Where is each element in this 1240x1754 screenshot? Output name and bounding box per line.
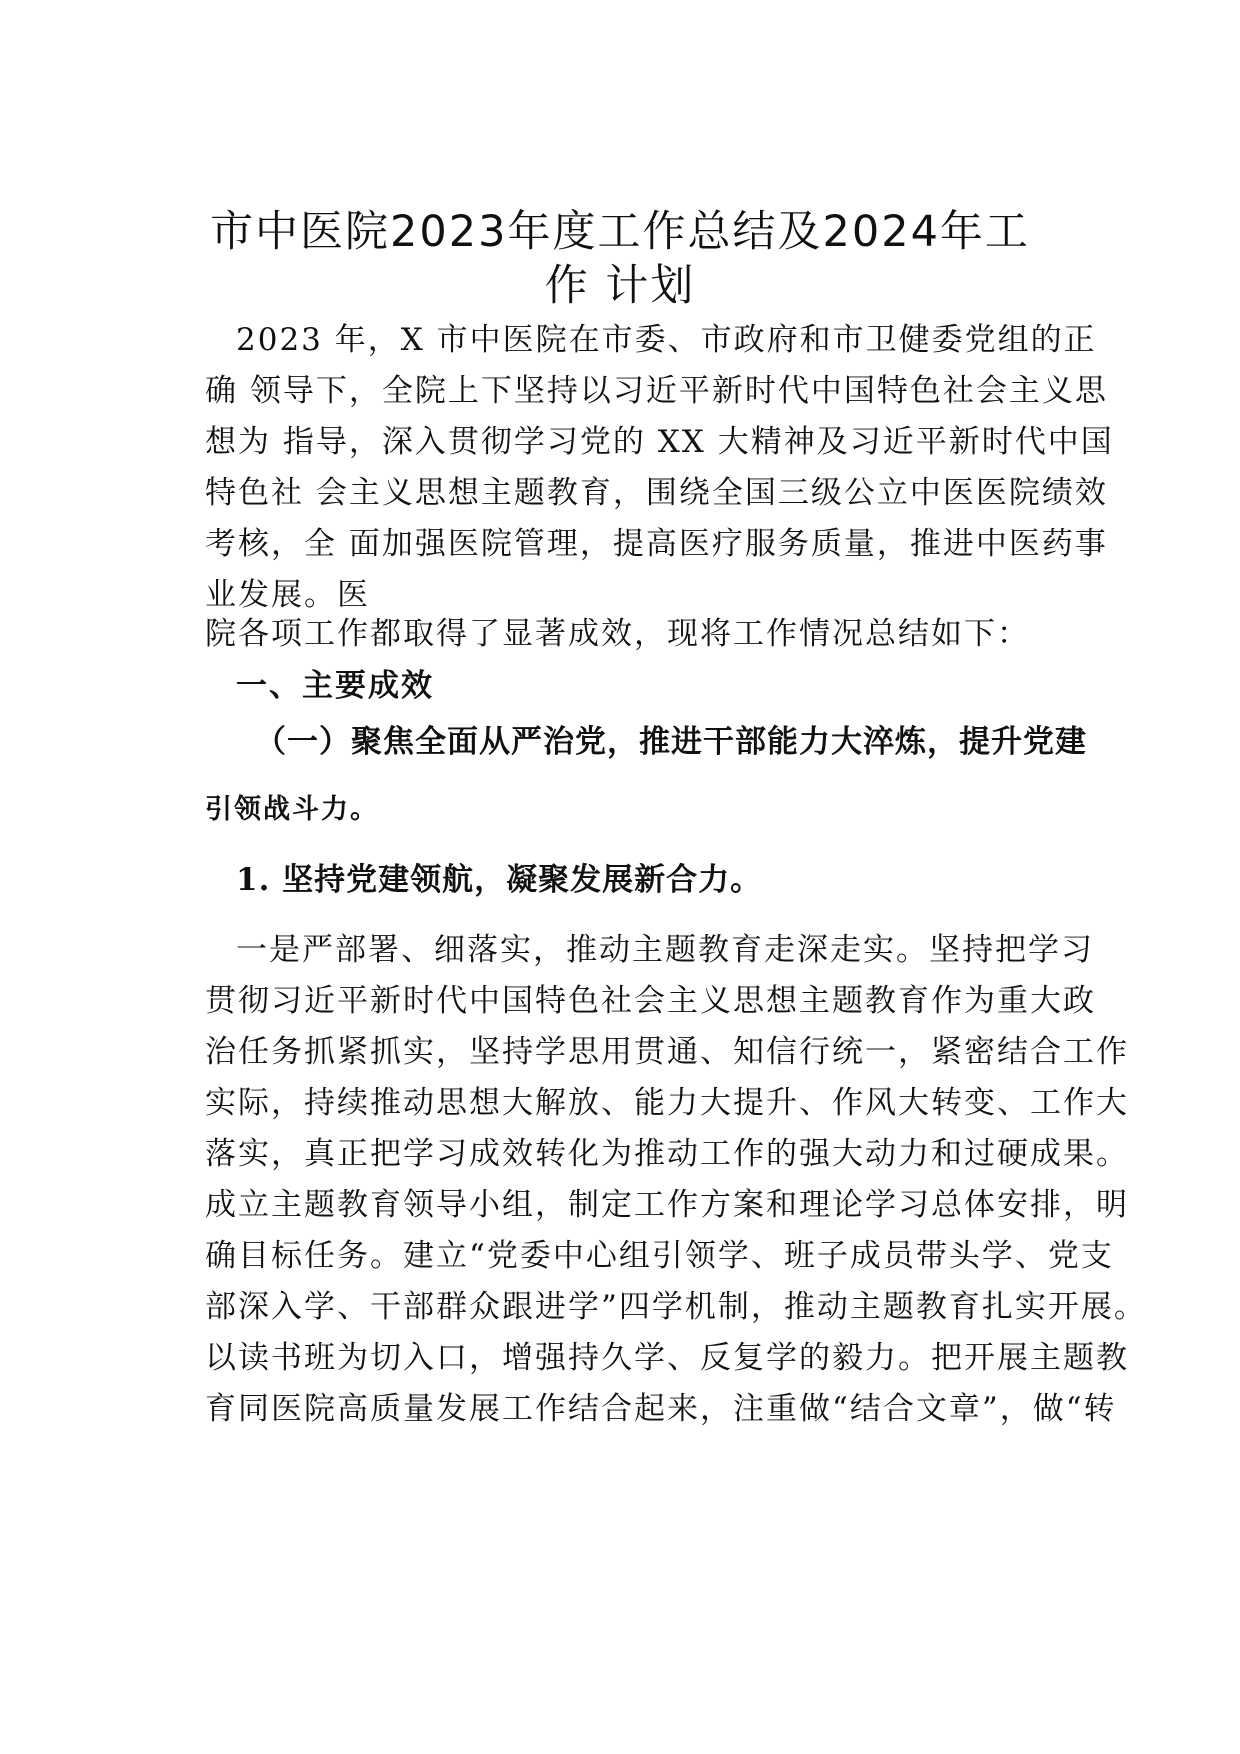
subsection-heading-line-1: （一）聚焦全面从严治党，推进干部能力大淬炼，提升党建	[255, 724, 1087, 760]
body-line: 成立主题教育领导小组，制定工作方案和理论学习总体安排，明	[205, 1187, 1129, 1223]
intro-line: 想为 指导，深入贯彻学习党的 XX 大精神及习近平新时代中国	[205, 424, 1114, 460]
intro-line: 2023 年，X 市中医院在市委、市政府和市卫健委党组的正	[236, 322, 1097, 358]
body-line: 落实，真正把学习成效转化为推动工作的强大动力和过硬成果。	[205, 1136, 1129, 1172]
intro-line: 业发展。医	[205, 577, 370, 613]
body-line: 确目标任务。建立“党委中心组引领学、班子成员带头学、党支	[205, 1238, 1114, 1274]
intro-line: 院各项工作都取得了显著成效，现将工作情况总结如下：	[205, 616, 1030, 652]
section-heading: 一、主要成效	[236, 668, 434, 704]
body-line: 治任务抓紧抓实，坚持学思用贯通、知信行统一，紧密结合工作	[205, 1034, 1129, 1070]
intro-line: 确 领导下，全院上下坚持以习近平新时代中国特色社会主义思	[205, 373, 1108, 409]
body-line: 育同医院高质量发展工作结合起来，注重做“结合文章”，做“转	[205, 1391, 1117, 1427]
body-line: 部深入学、干部群众跟进学”四学机制，推动主题教育扎实开展。	[205, 1289, 1147, 1325]
document-title-line-2: 作 计划	[544, 261, 696, 311]
intro-line: 特色社 会主义思想主题教育，围绕全国三级公立中医医院绩效	[205, 475, 1108, 511]
subsection-heading-line-2: 引领战斗力。	[205, 794, 379, 825]
body-line: 以读书班为切入口，增强持久学、反复学的毅力。把开展主题教	[205, 1340, 1129, 1376]
document-title-line-1: 市中医院2023年度工作总结及2024年工	[210, 207, 1030, 257]
body-line: 贯彻习近平新时代中国特色社会主义思想主题教育作为重大政	[205, 983, 1096, 1019]
body-line: 一是严部署、细落实，推动主题教育走深走实。坚持把学习	[236, 932, 1094, 968]
item-heading: 1. 坚持党建领航，凝聚发展新合力。	[236, 862, 763, 898]
intro-line: 考核，全 面加强医院管理，提高医疗服务质量，推进中医药事	[205, 526, 1108, 562]
body-line: 实际，持续推动思想大解放、能力大提升、作风大转变、工作大	[205, 1085, 1129, 1121]
